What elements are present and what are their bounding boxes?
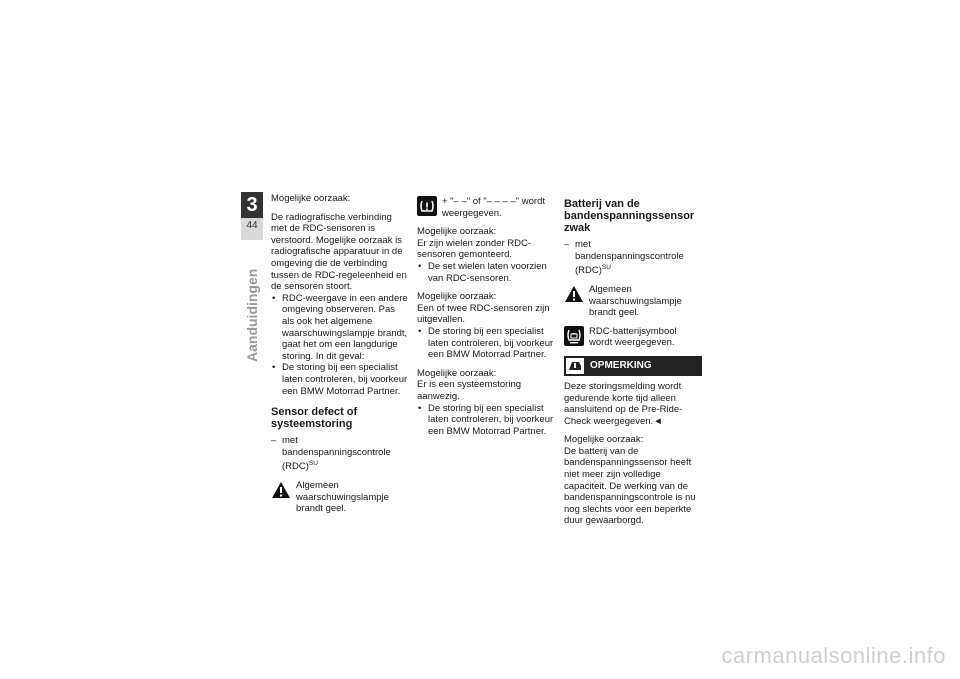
bullet-item: • De storing bij een specialist laten controleren, bij voorkeur een BMW Motorrad Partner.: [417, 326, 555, 361]
indicator-text: Algemeen waarschuwingslampje brandt geel.: [589, 283, 682, 319]
indicator-text: Algemeen waarschuwingslampje brandt geel.: [296, 480, 389, 515]
tire-pressure-warning-icon: [417, 196, 437, 216]
indicator-row: [417, 196, 555, 219]
paragraph: Mogelijke oorzaak:: [417, 226, 497, 238]
paragraph: Er is een systeemstoring aanwezig.: [417, 379, 522, 402]
column-2: [417, 196, 555, 437]
paragraph: Mogelijke oorzaak:: [564, 434, 644, 446]
paragraph: Mogelijke oorzaak:: [417, 291, 497, 303]
paragraph: Een of twee RDC-sensoren zijn uitgevallen.: [417, 302, 550, 326]
indicator-row: [564, 284, 702, 319]
paragraph: Mogelijke oorzaak:: [417, 367, 497, 379]
dash-item: – met bandenspanningscontrole (RDC)$^{SU}$: [564, 239, 702, 277]
bullet-item: • De storing bij een specialist laten controleren, bij voorkeur een BMW Motorrad Partner.: [271, 362, 409, 397]
indicator-row: [271, 480, 409, 515]
paragraph: De radiografische verbinding met de RDC-sensoren is verstoord. Mogelijke oorzaak is radiografische apparatuur in de omgeving die de verbinding tussen de RDC-regeleenheid en de sensoren stoort.: [271, 211, 407, 293]
note-label: OPMERKING: [590, 360, 652, 372]
section-heading: Sensor defect of systeemstoring: [271, 406, 358, 431]
indicator-row: [564, 326, 702, 349]
paragraph: Mogelijke oorzaak:: [271, 193, 351, 204]
note-icon: [566, 358, 584, 374]
dash-item: – met bandenspanningscontrole (RDC)$^{SU}$: [271, 435, 409, 473]
bullet-item: • De storing bij een specialist laten controleren, bij voorkeur een BMW Motorrad Partner.: [417, 403, 555, 438]
section-heading: Batterij van de bandenspanningssensor zwak: [564, 198, 695, 234]
warning-triangle-icon: [271, 480, 291, 500]
indicator-text: RDC-batterijsymbool wordt weergegeven.: [589, 325, 677, 349]
indicator-text: + "– –" of "– – – –" wordt weergegeven.: [442, 196, 546, 219]
watermark: carmanualsonline.info: [721, 643, 946, 668]
column-3: [564, 196, 702, 534]
chapter-tab: [241, 192, 263, 240]
paragraph: De batterij van de bandenspanningssensor heeft niet meer zijn volledige capaciteit. De werking van de bandenspanningscontrole is nu nog slechts voor een beperkte duur gewaarborgd.: [564, 445, 696, 527]
chapter-side-label: Aanduidingen: [244, 268, 260, 362]
chapter-number: 3: [241, 192, 263, 218]
warning-triangle-icon: [564, 284, 584, 304]
page-number: 44: [246, 220, 258, 231]
paragraph: Er zijn wielen zonder RDC-sensoren gemonteerd.: [417, 237, 532, 261]
column-1: [271, 193, 409, 522]
note-banner: [564, 356, 702, 376]
tire-battery-icon: [564, 326, 584, 346]
bullet-item: • RDC-weergave in een andere omgeving observeren. Pas als ook het algemene waarschuwingslampje brandt, gaat het om een langdurige storing. In dit geval:: [271, 293, 409, 363]
bullet-item: • De set wielen laten voorzien van RDC-sensoren.: [417, 261, 555, 284]
note-text: Deze storingsmelding wordt gedurende korte tijd alleen aansluitend op de Pre-Ride-Check weergegeven.◄: [564, 380, 683, 427]
